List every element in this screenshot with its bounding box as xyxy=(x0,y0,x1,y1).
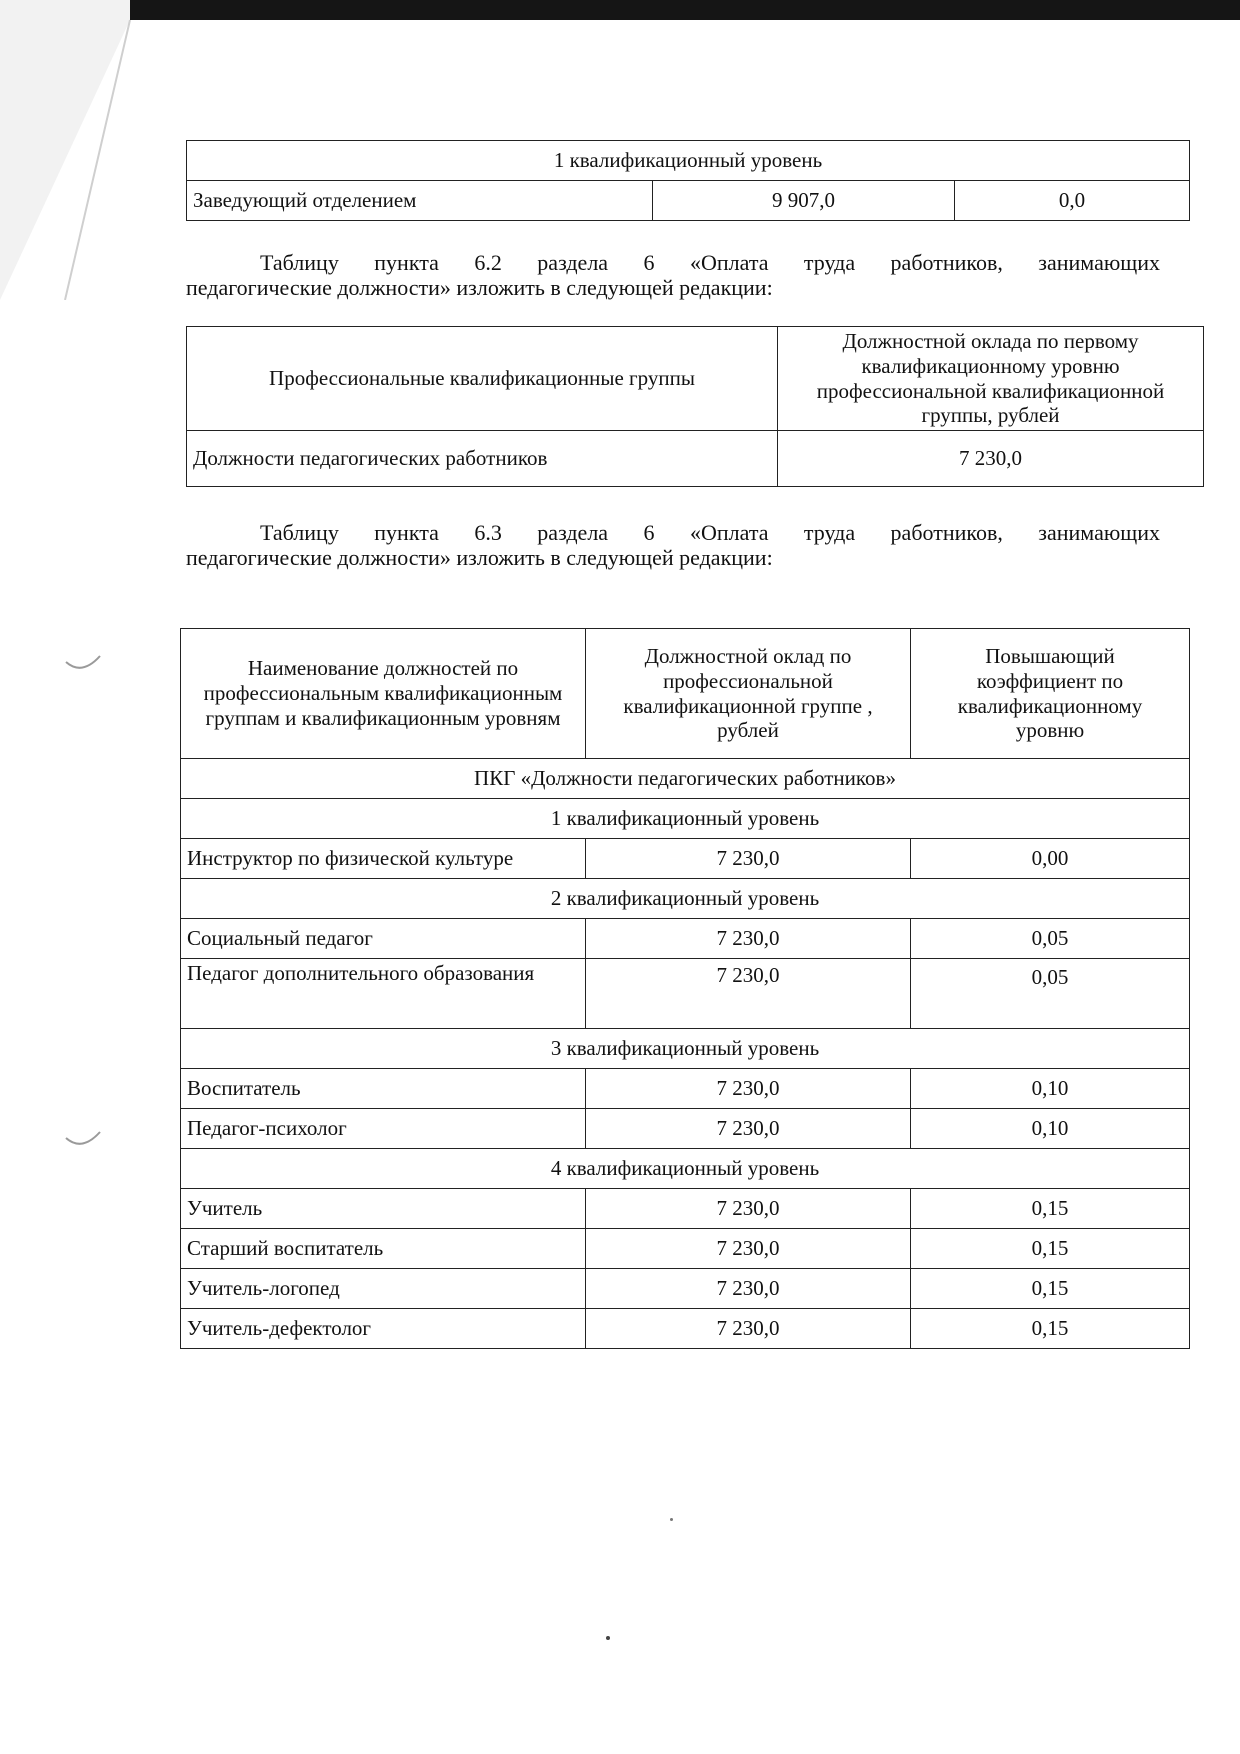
salary-value: 7 230,0 xyxy=(586,1189,911,1229)
scan-speck xyxy=(670,1518,673,1521)
position-name: Педагог дополнительного образования xyxy=(181,959,586,1029)
table-level1-head xyxy=(186,140,1190,221)
header-coefficient: Повышающий коэффициент по квалификационному уровню xyxy=(911,629,1190,759)
salary-value: 7 230,0 xyxy=(586,839,911,879)
salary-value: 7 230,0 xyxy=(778,431,1204,487)
position-name: Инструктор по физической культуре xyxy=(181,839,586,879)
salary-value: 7 230,0 xyxy=(586,1309,911,1349)
paragraph-6-3 xyxy=(186,520,1160,571)
salary-value: 9 907,0 xyxy=(653,181,955,221)
paragraph-line: педагогические должности» изложить в следующей редакции: xyxy=(186,275,773,301)
position-name: Старший воспитатель xyxy=(181,1229,586,1269)
paragraph-line: Таблицу пункта 6.2 раздела 6 «Оплата труда работников, занимающих xyxy=(260,250,1160,275)
header-salary: Должностной оклада по первому квалификационному уровню профессиональной квалификационной группы, рублей xyxy=(778,327,1204,431)
coefficient-value: 0,10 xyxy=(911,1109,1190,1149)
position-name: Учитель-логопед xyxy=(181,1269,586,1309)
table-6-3 xyxy=(180,628,1190,1349)
coefficient-value: 0,15 xyxy=(911,1269,1190,1309)
salary-value: 7 230,0 xyxy=(586,1269,911,1309)
paragraph-line: педагогические должности» изложить в следующей редакции: xyxy=(186,545,773,571)
coefficient-value: 0,05 xyxy=(911,919,1190,959)
salary-value: 7 230,0 xyxy=(586,1069,911,1109)
position-name: Социальный педагог xyxy=(181,919,586,959)
salary-value: 7 230,0 xyxy=(586,1229,911,1269)
level-title: 1 квалификационный уровень xyxy=(187,141,1190,181)
level-title: 1 квалификационный уровень xyxy=(181,799,1190,839)
position-name: Заведующий отделением xyxy=(187,181,653,221)
coefficient-value: 0,10 xyxy=(911,1069,1190,1109)
position-name: Учитель xyxy=(181,1189,586,1229)
level-title: 2 квалификационный уровень xyxy=(181,879,1190,919)
paragraph-6-2 xyxy=(186,250,1160,301)
level-title: 4 квалификационный уровень xyxy=(181,1149,1190,1189)
header-position-names: Наименование должностей по профессиональным квалификационным группам и квалификационным уровням xyxy=(181,629,586,759)
coefficient-value: 0,15 xyxy=(911,1309,1190,1349)
paragraph-line: Таблицу пункта 6.3 раздела 6 «Оплата труда работников, занимающих xyxy=(260,520,1160,545)
coefficient-value: 0,05 xyxy=(911,959,1190,1029)
salary-value: 7 230,0 xyxy=(586,919,911,959)
scan-speck xyxy=(606,1636,610,1640)
group-name: Должности педагогических работников xyxy=(187,431,778,487)
position-name: Учитель-дефектолог xyxy=(181,1309,586,1349)
binder-mark xyxy=(64,1126,104,1156)
salary-value: 7 230,0 xyxy=(586,959,911,1029)
binder-mark xyxy=(64,650,104,680)
header-groups: Профессиональные квалификационные группы xyxy=(187,327,778,431)
coefficient-value: 0,15 xyxy=(911,1189,1190,1229)
group-title: ПКГ «Должности педагогических работников» xyxy=(181,759,1190,799)
coefficient-value: 0,15 xyxy=(911,1229,1190,1269)
position-name: Воспитатель xyxy=(181,1069,586,1109)
header-salary: Должностной оклад по профессиональной квалификационной группе , рублей xyxy=(586,629,911,759)
coefficient-value: 0,00 xyxy=(911,839,1190,879)
table-6-2 xyxy=(186,326,1204,487)
coefficient-value: 0,0 xyxy=(955,181,1190,221)
salary-value: 7 230,0 xyxy=(586,1109,911,1149)
level-title: 3 квалификационный уровень xyxy=(181,1029,1190,1069)
position-name: Педагог-психолог xyxy=(181,1109,586,1149)
